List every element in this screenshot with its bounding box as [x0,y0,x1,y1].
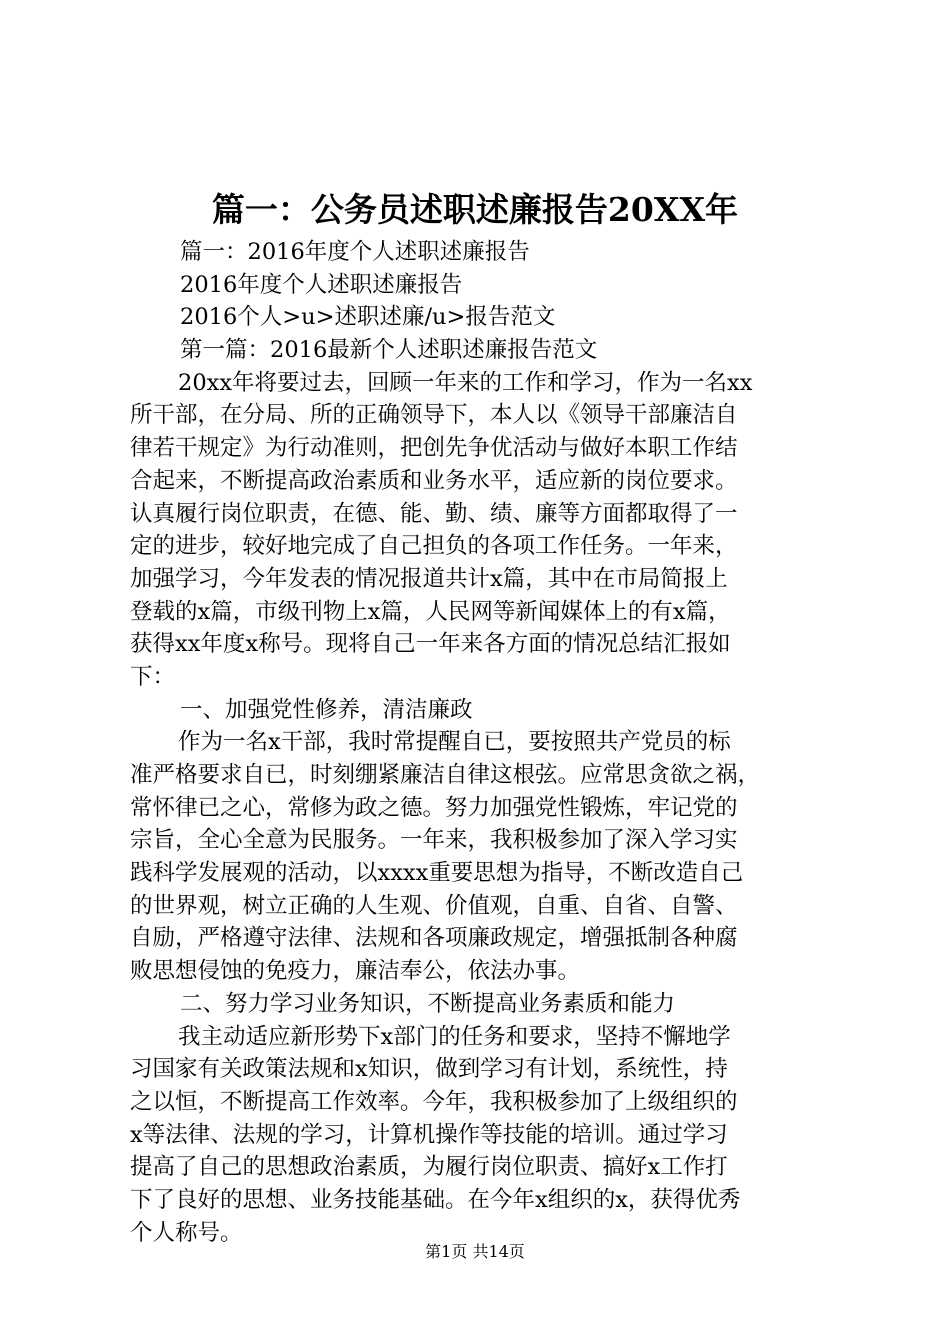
body-line: 提高了自己的思想政治素质，为履行岗位职责、搞好x工作打 [130,1154,728,1181]
body-line: 认真履行岗位职责，在德、能、勤、绩、廉等方面都取得了一 [130,500,738,527]
section-heading: 二、努力学习业务知识，不断提高业务素质和能力 [180,990,676,1017]
document-title: 篇一：公务员述职述廉报告20XX年 [211,190,739,229]
body-line: 败思想侵蚀的免疫力，廉洁奉公，依法办事。 [130,958,581,985]
body-line: 常怀律已之心，常修为政之德。努力加强党性锻炼，牢记党的 [130,794,738,821]
page-footer: 第1页 共14页 [425,1242,525,1261]
body-line: 作为一名x干部，我时常提醒自已，要按照共产党员的标 [178,729,731,756]
section-heading: 一、加强党性修养，清洁廉政 [180,696,473,723]
body-line: 篇一：2016年度个人述职述廉报告 [180,239,530,265]
body-line: 宗旨，全心全意为民服务。一年来，我积极参加了深入学习实 [130,827,738,854]
body-line: 下： [130,663,176,690]
body-line: 的世界观，树立正确的人生观、价值观，自重、自省、自警、 [130,892,738,919]
body-line: 习国家有关政策法规和x知识，做到学习有计划，系统性，持 [130,1056,728,1083]
body-line: 自励，严格遵守法律、法规和各项廉政规定，增强抵制各种腐 [130,925,738,952]
body-line: 践科学发展观的活动，以xxxx重要思想为指导，不断改造自己 [130,860,744,887]
body-line: 2016年度个人述职述廉报告 [180,271,463,298]
body-line: 20xx年将要过去，回顾一年来的工作和学习，作为一名xx [178,369,753,396]
body-line: 我主动适应新形势下x部门的任务和要求，坚持不懈地学 [178,1023,731,1050]
body-line: 之以恒，不断提高工作效率。今年，我积极参加了上级组织的 [130,1088,738,1115]
body-line: 准严格要求自已，时刻绷紧廉洁自律这根弦。应常思贪欲之祸， [130,762,761,788]
document-body [130,236,840,1249]
body-line: 2016个人>u>述职述廉/u>报告范文 [180,304,556,331]
body-line: 登载的x篇，市级刊物上x篇，人民网等新闻媒体上的有x篇， [130,598,731,625]
body-line: 个人称号。 [130,1219,243,1246]
body-line: 律若干规定》为行动准则，把创先争优活动与做好本职工作结 [130,435,738,462]
body-line: 第一篇：2016最新个人述职述廉报告范文 [180,337,598,364]
body-line: 定的进步，较好地完成了自己担负的各项工作任务。一年来， [130,533,738,560]
body-line: 加强学习，今年发表的情况报道共计x篇，其中在市局简报上 [130,565,728,592]
body-line: 所干部，在分局、所的正确领导下，本人以《领导干部廉洁自 [130,402,738,429]
body-line: 下了良好的思想、业务技能基础。在今年x组织的x，获得优秀 [130,1186,741,1213]
body-line: 合起来，不断提高政治素质和业务水平，适应新的岗位要求。 [130,467,738,494]
body-line: 获得xx年度x称号。现将自己一年来各方面的情况总结汇报如 [130,631,731,658]
body-line: x等法律、法规的学习，计算机操作等技能的培训。通过学习 [130,1121,728,1148]
